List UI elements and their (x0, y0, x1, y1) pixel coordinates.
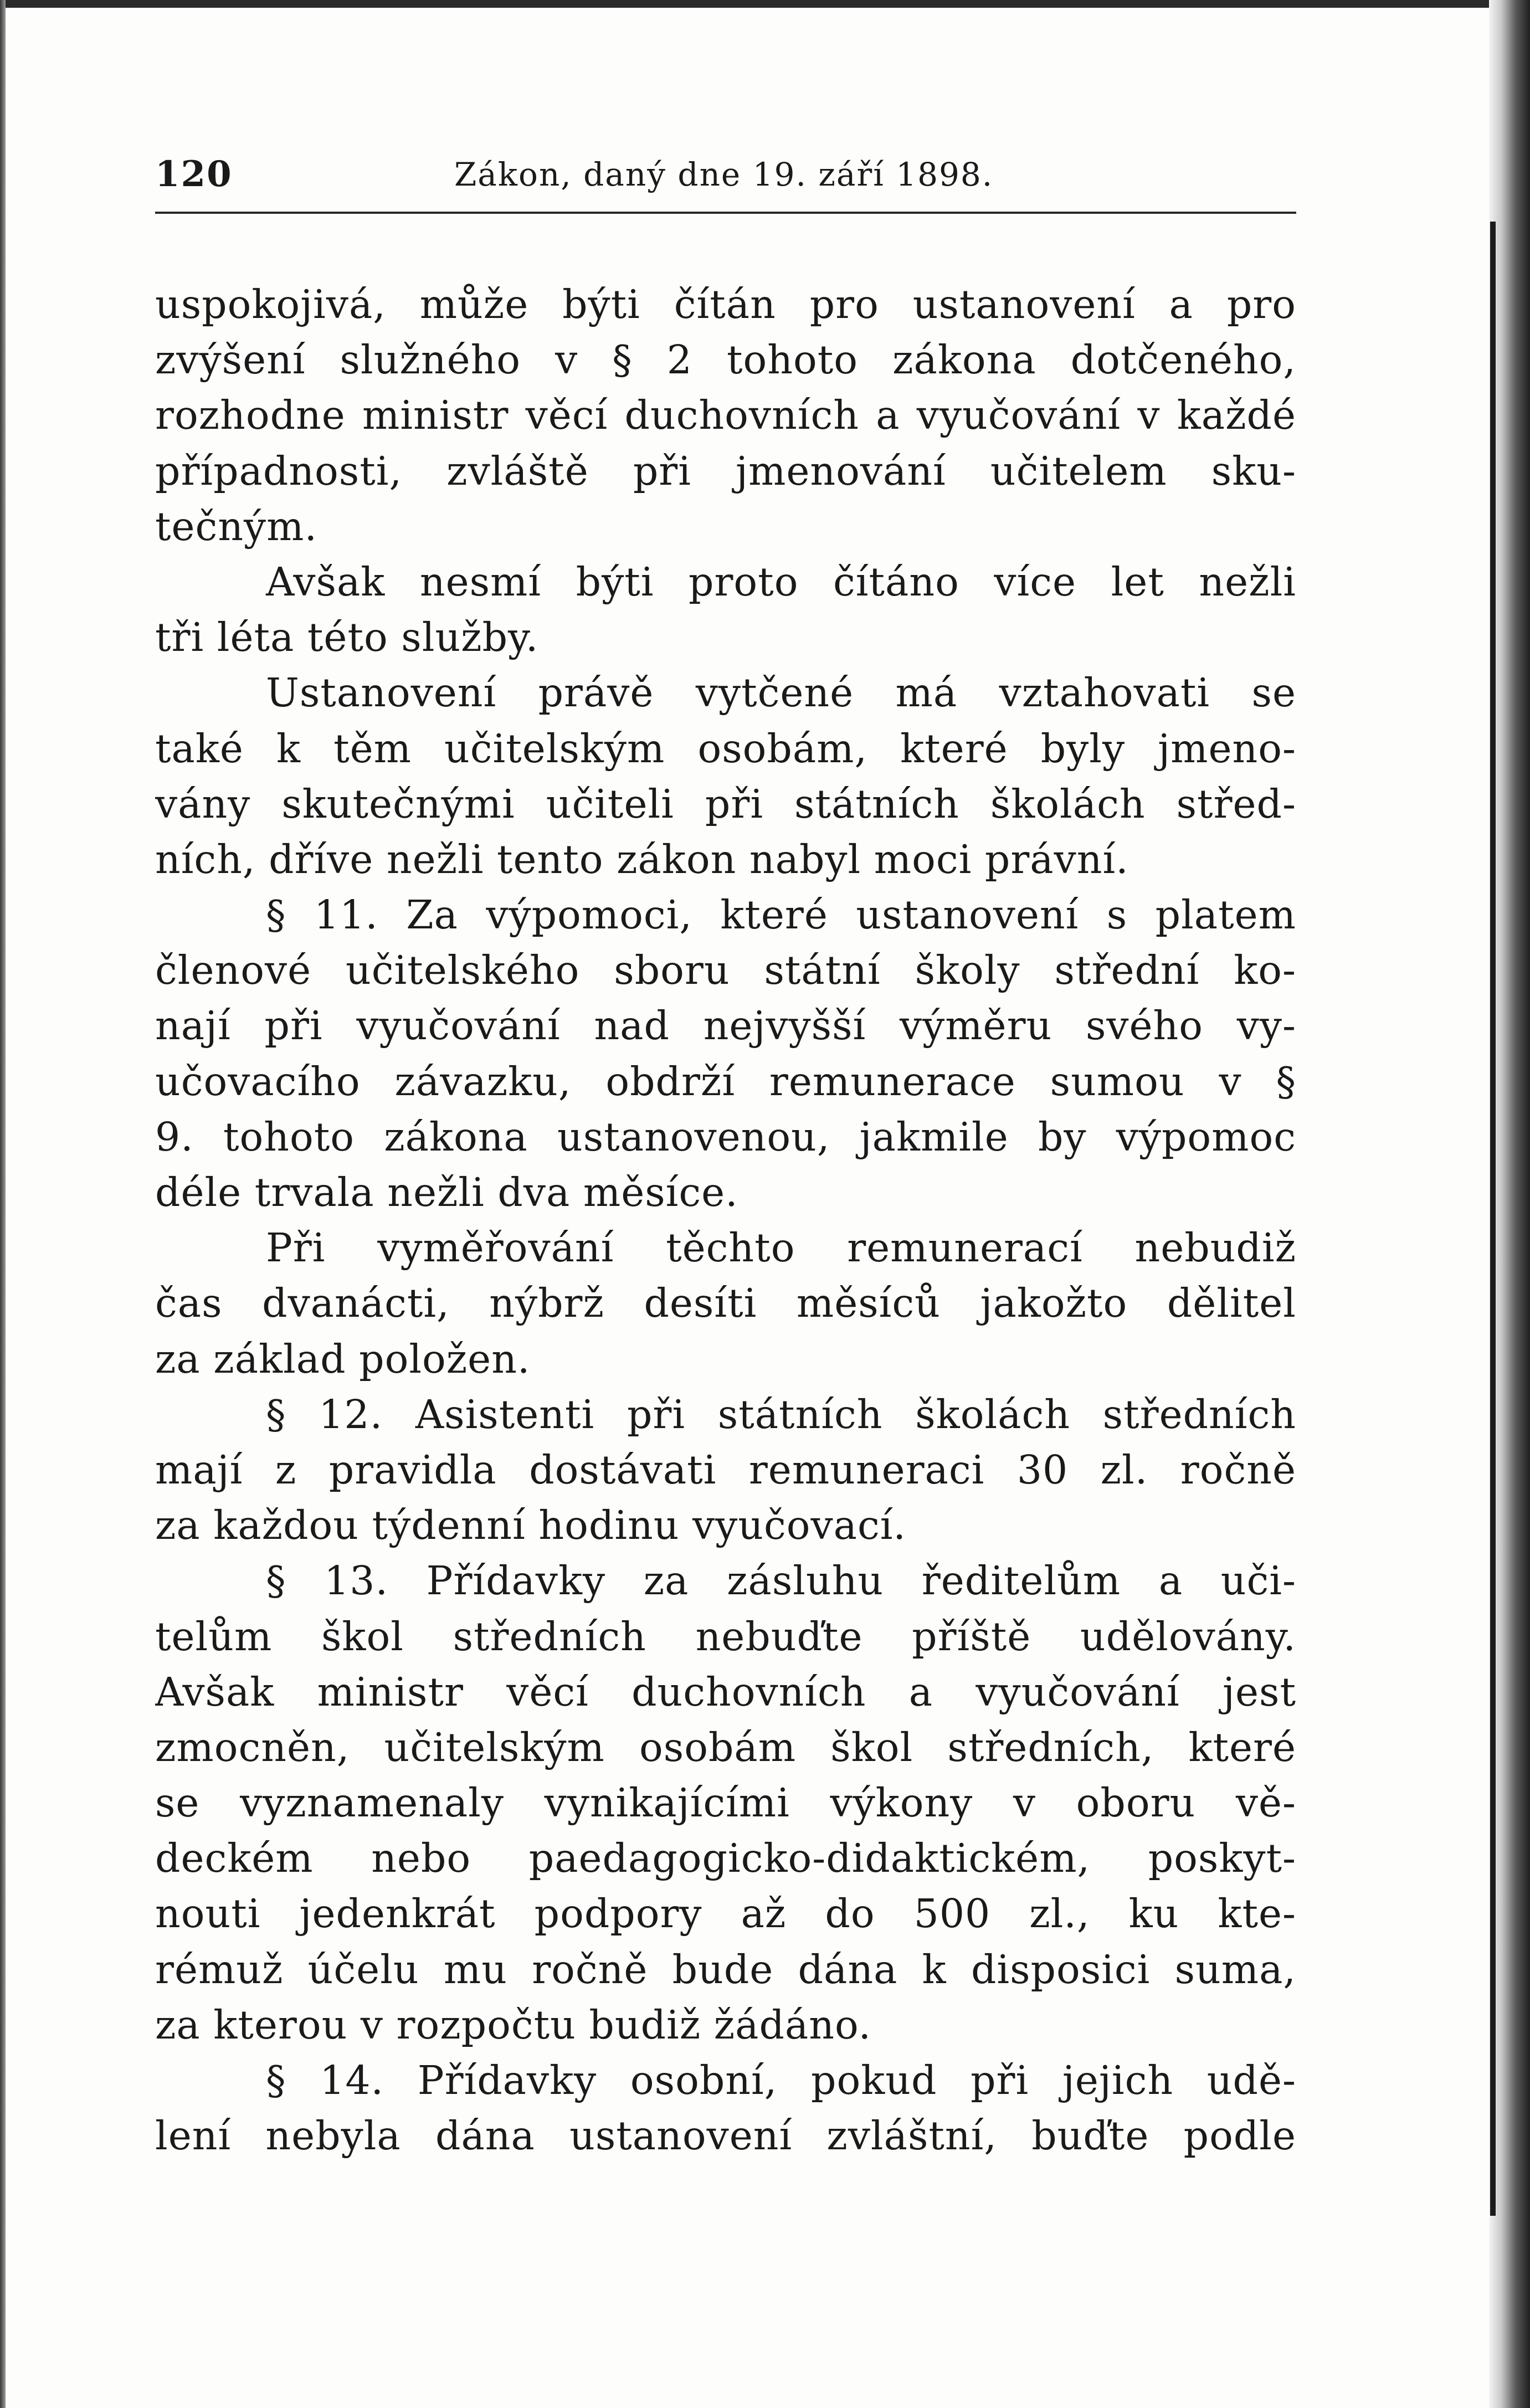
text-line: učovacího závazku, obdrží remunerace sumou v § (155, 1058, 1296, 1105)
text-line: Ustanovení právě vytčené má vztahovati se (266, 670, 1296, 716)
text-line: čas dvanácti, nýbrž desíti měsíců jakožto dělitel (155, 1280, 1296, 1327)
scan-binding-shadow (1490, 222, 1496, 2216)
text-line: za základ položen. (155, 1336, 531, 1382)
text-line: Při vyměřování těchto remunerací nebudiž (266, 1225, 1296, 1271)
text-line: tři léta této služby. (155, 614, 539, 661)
text-line: zvýšení služného v § 2 tohoto zákona dotčeného, (155, 337, 1296, 383)
text-line: za kterou v rozpočtu budiž žádáno. (155, 2001, 872, 2048)
text-line: členové učitelského sboru státní školy střední ko- (155, 947, 1296, 994)
text-line: § 13. Přídavky za zásluhu ředitelům a uči- (266, 1558, 1296, 1604)
text-line: § 11. Za výpomoci, které ustanovení s platem (266, 892, 1296, 938)
text-line: Avšak nesmí býti proto čítáno více let nežli (266, 558, 1296, 605)
text-line: vány skutečnými učiteli při státních školách střed- (155, 781, 1296, 827)
page-header (155, 150, 1296, 199)
text-line: Avšak ministr věcí duchovních a vyučování jest (155, 1668, 1296, 1715)
body-text (155, 277, 1296, 2205)
text-line: uspokojivá, může býti čítán pro ustanovení a pro (155, 281, 1296, 327)
text-line: mají z pravidla dostávati remuneraci 30 zl. ročně (155, 1446, 1296, 1493)
text-line: lení nebyla dána ustanovení zvláštní, buďte podle (155, 2113, 1296, 2159)
text-line: se vyznamenaly vynikajícími výkony v oboru vě- (155, 1780, 1296, 1826)
text-line: zmocněn, učitelským osobám škol středních, které (155, 1724, 1296, 1770)
running-title: Zákon, daný dne 19. září 1898. (454, 156, 994, 193)
text-line: také k těm učitelským osobám, které byly jmeno- (155, 725, 1296, 772)
page-number: 120 (155, 153, 233, 195)
text-line: případnosti, zvláště při jmenování učitelem sku- (155, 448, 1296, 494)
text-line: § 12. Asistenti při státních školách středních (266, 1391, 1296, 1437)
text-line: nouti jedenkrát podpory až do 500 zl., ku kte- (155, 1891, 1296, 1937)
text-line: § 14. Přídavky osobní, pokud při jejich udě- (266, 2057, 1296, 2103)
text-line: ních, dříve nežli tento zákon nabyl moci právní. (155, 836, 1129, 882)
header-rule (155, 212, 1296, 214)
scan-top-edge (0, 0, 1530, 8)
text-line: nají při vyučování nad nejvyšší výměru svého vy- (155, 1003, 1296, 1049)
text-line: tečným. (155, 503, 318, 550)
scan-left-edge (0, 0, 6, 2408)
text-line: déle trvala nežli dva měsíce. (155, 1169, 738, 1215)
text-line: rozhodne ministr věcí duchovních a vyučování v každé (155, 392, 1296, 439)
text-line: rémuž účelu mu ročně bude dána k disposici suma, (155, 1946, 1296, 1993)
text-line: telům škol středních nebuďte příště udělovány. (155, 1613, 1296, 1660)
text-line: 9. tohoto zákona ustanovenou, jakmile by výpomoc (155, 1113, 1296, 1160)
text-line: za každou týdenní hodinu vyučovací. (155, 1502, 906, 1549)
text-line: deckém nebo paedagogicko-didaktickém, poskyt- (155, 1835, 1296, 1882)
